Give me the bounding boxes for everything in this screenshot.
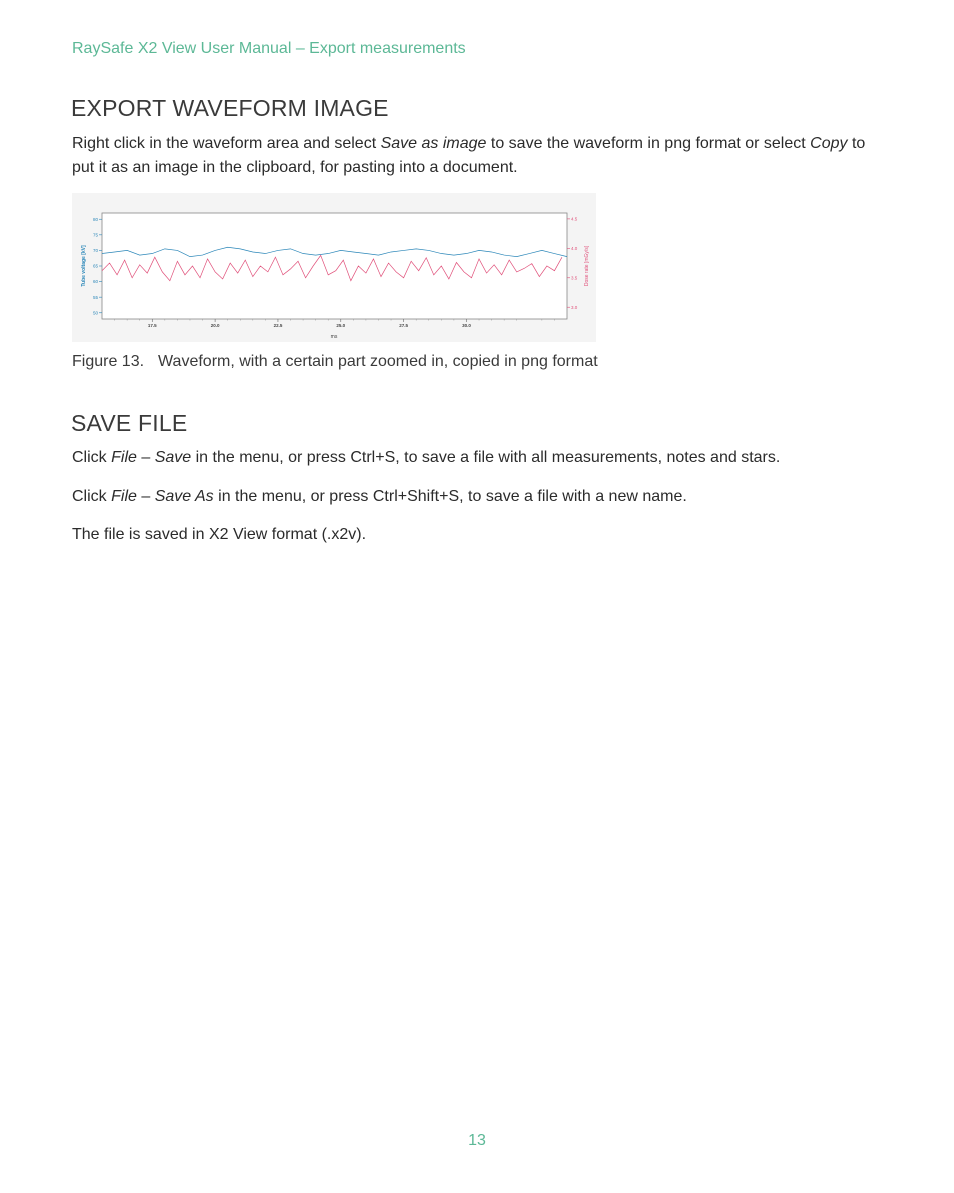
y-tick-label: 60 xyxy=(92,279,98,285)
y-axis-label: Tube voltage [kV] xyxy=(81,245,87,287)
text: in the menu, or press Ctrl+Shift+S, to save a file with a new name. xyxy=(213,488,687,505)
text: – xyxy=(136,449,155,466)
paragraph-file-format: The file is saved in X2 View format (.x2v). xyxy=(72,526,367,543)
emphasis-save-as-image: Save as image xyxy=(380,135,487,152)
y2-tick-label: 4.0 xyxy=(571,245,578,251)
x-axis-label: ms xyxy=(330,334,338,340)
figure-caption xyxy=(72,353,598,371)
y-tick-label: 80 xyxy=(92,216,98,222)
text: Right click in the waveform area and select xyxy=(72,135,381,152)
text: to put it as an image in the clipboard, for pasting into a document. xyxy=(72,135,866,176)
y2-tick-label: 3.5 xyxy=(571,275,578,281)
running-header: RaySafe X2 View User Manual – Export measurements xyxy=(72,40,466,57)
paragraph-save-as xyxy=(72,485,882,509)
y2-axis-label: Dose rate [mGy/s] xyxy=(584,245,590,287)
x-tick-label: 30.0 xyxy=(462,323,471,328)
emphasis-copy: Copy xyxy=(810,135,848,152)
text: Click xyxy=(72,449,112,466)
figure-caption-text: Waveform, with a certain part zoomed in, copied in png format xyxy=(158,353,598,370)
section-title-export-waveform-image: EXPORT WAVEFORM IMAGE xyxy=(71,95,389,121)
emphasis-save-as: Save As xyxy=(154,488,214,505)
x-tick-label: 20.0 xyxy=(210,323,220,328)
y2-tick-label: 4.5 xyxy=(571,216,578,222)
text: in the menu, or press Ctrl+S, to save a file with all measurements, notes and stars. xyxy=(191,449,781,466)
emphasis-file: File xyxy=(111,449,137,466)
emphasis-file: File xyxy=(111,488,137,505)
y-tick-label: 55 xyxy=(92,294,98,300)
x-tick-label: 17.5 xyxy=(147,323,157,328)
x-tick-label: 25.0 xyxy=(336,323,346,328)
x-tick-label: 22.5 xyxy=(273,323,283,328)
paragraph-save xyxy=(72,446,882,470)
text: to save the waveform in png format or select xyxy=(486,135,811,152)
paragraph-export-instructions xyxy=(72,132,882,180)
plot-area xyxy=(102,213,567,319)
text: Click xyxy=(72,488,112,505)
y-tick-label: 70 xyxy=(92,248,98,254)
section-title-save-file: SAVE FILE xyxy=(71,410,188,436)
x-tick-label: 27.5 xyxy=(399,323,409,328)
page-number: 13 xyxy=(468,1132,486,1149)
y-tick-label: 65 xyxy=(92,263,98,269)
waveform-chart xyxy=(72,193,596,342)
y-tick-label: 75 xyxy=(92,232,98,238)
text: – xyxy=(136,488,155,505)
y2-tick-label: 3.0 xyxy=(571,304,578,310)
emphasis-save: Save xyxy=(154,449,192,466)
waveform-figure xyxy=(72,193,596,342)
figure-number: Figure 13. xyxy=(72,353,145,370)
y-tick-label: 50 xyxy=(92,310,98,316)
